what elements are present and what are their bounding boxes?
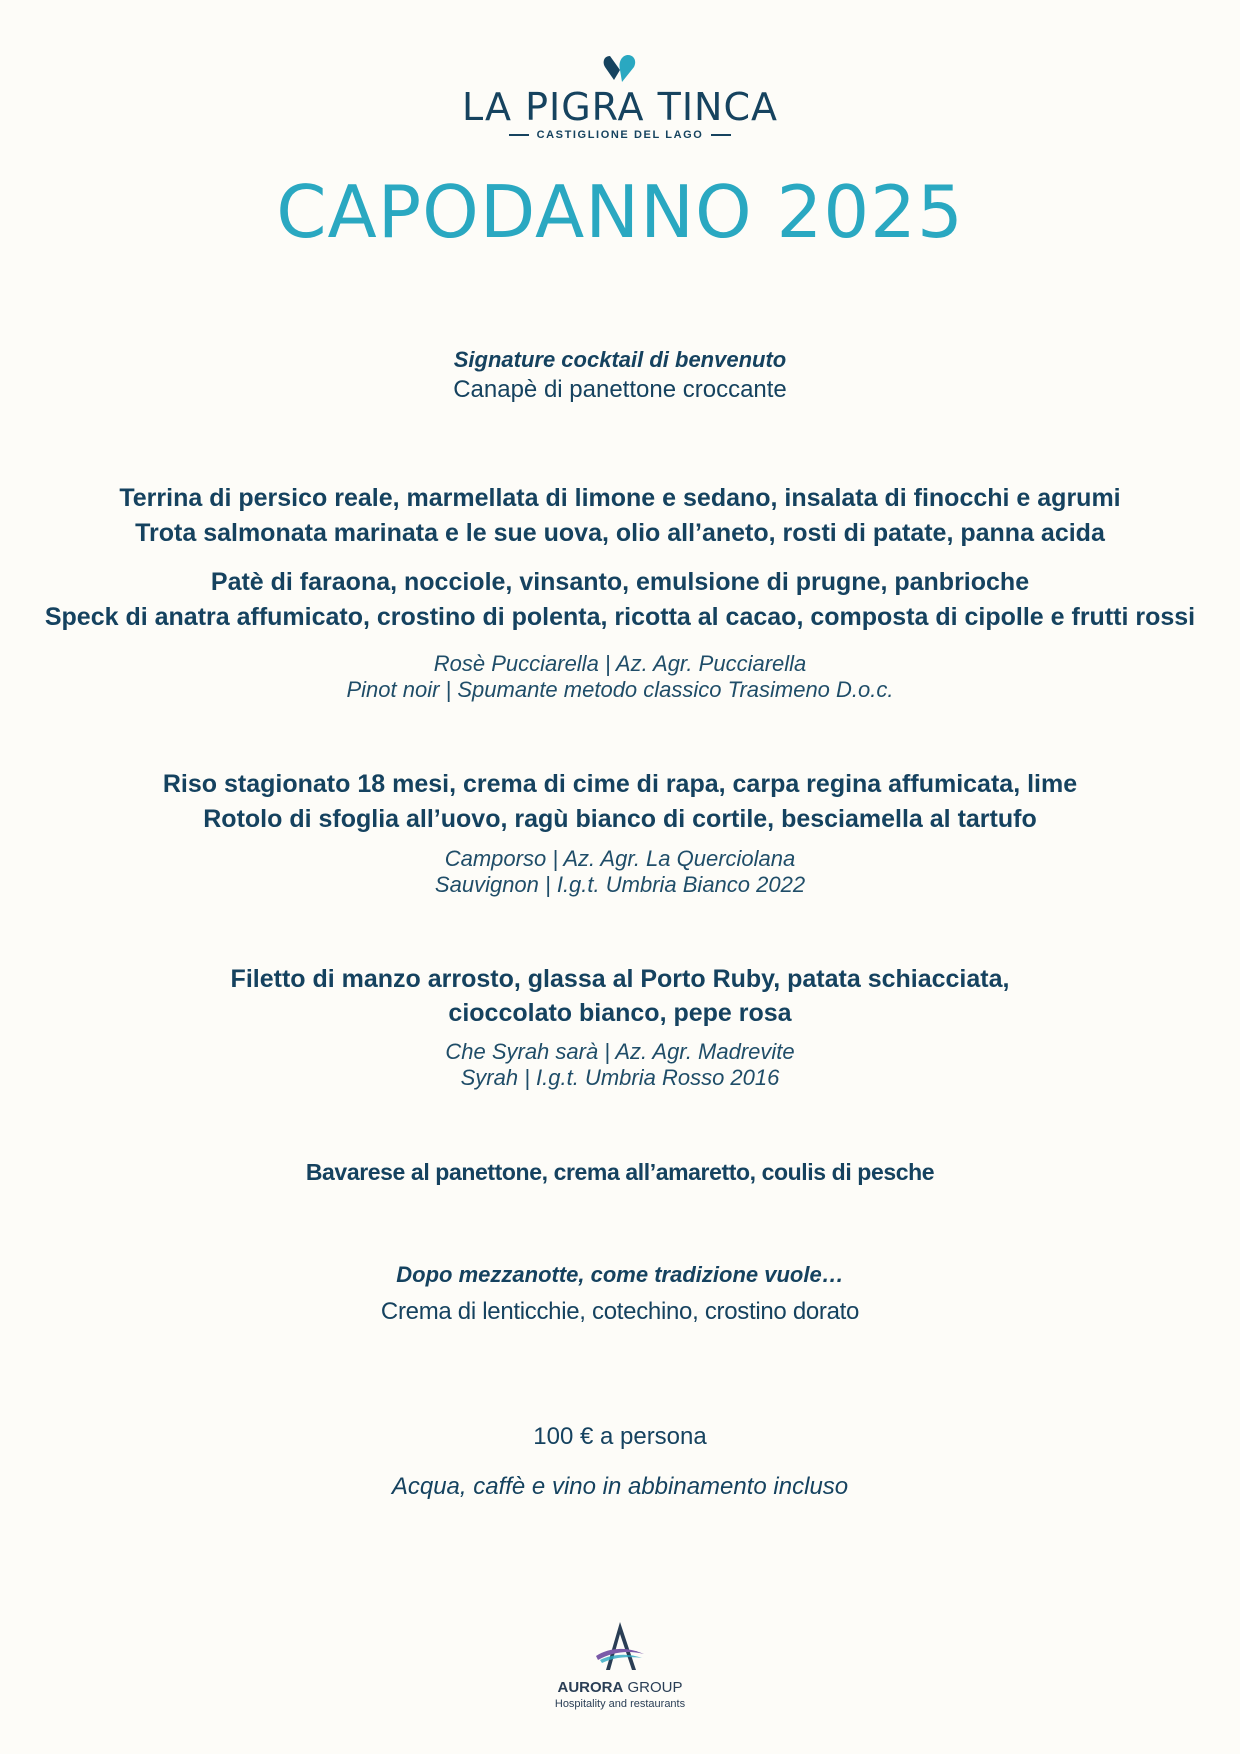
price-note: Acqua, caffè e vino in abbinamento incluso [391,1473,849,1500]
starter-line-3: Patè di faraona, nocciole, vinsanto, emulsione di prugne, panbrioche [210,568,1030,596]
main-course-wine-1: Che Syrah sarà | Az. Agr. Madrevite [445,1039,795,1064]
aurora-logo-icon [592,1620,648,1672]
starter-line-1: Terrina di persico reale, marmellata di limone e sedano, insalata di finocchi e agrumi [119,484,1121,512]
aurora-group-name [0,1679,1240,1696]
main-course-line-2: cioccolato bianco, pepe rosa [448,999,792,1027]
brand-location-text: CASTIGLIONE DEL LAGO [536,129,704,141]
brand-logo [0,52,1240,141]
starter-wine-2: Pinot noir | Spumante metodo classico Trasimeno D.o.c. [346,677,894,702]
starter-line-2: Trota salmonata marinata e le sue uova, olio all’aneto, rosti di patate, panna acida [135,519,1105,547]
midnight-heading: Dopo mezzanotte, come tradizione vuole… [396,1262,844,1287]
welcome-heading: Signature cocktail di benvenuto [453,347,787,372]
divider [509,134,529,136]
main-course-wine-2: Syrah | I.g.t. Umbria Rosso 2016 [460,1065,780,1090]
starter-wine-1: Rosè Pucciarella | Az. Agr. Pucciarella [433,651,807,676]
first-course-wine-2: Sauvignon | I.g.t. Umbria Bianco 2022 [434,872,806,897]
price: 100 € a persona [533,1423,707,1450]
starter-line-4: Speck di anatra affumicato, crostino di polenta, ricotta al cacao, composta di cipolle e frutti rossi [44,603,1196,631]
welcome-item: Canapè di panettone croccante [453,376,787,403]
aurora-tagline: Hospitality and restaurants [554,1698,686,1710]
first-course-wine-1: Camporso | Az. Agr. La Querciolana [444,846,796,871]
divider [711,134,731,136]
page-title: CAPODANNO 2025 [276,170,964,254]
brand-location [0,129,1240,141]
brand-name: LA PIGRA TINCA [462,85,778,129]
main-course-line-1: Filetto di manzo arrosto, glassa al Porto Ruby, patata schiacciata, [230,965,1010,993]
first-course-line-2: Rotolo di sfoglia all’uovo, ragù bianco di cortile, besciamella al tartufo [203,805,1037,833]
heart-icon [600,52,640,86]
aurora-name-bold: AURORA [557,1679,624,1696]
aurora-name-rest: GROUP [623,1679,683,1696]
dessert: Bavarese al panettone, crema all’amaretto, coulis di pesche [305,1159,935,1185]
footer-logo [0,1620,1240,1710]
midnight-item: Crema di lenticchie, cotechino, crostino dorato [380,1298,860,1325]
first-course-line-1: Riso stagionato 18 mesi, crema di cime di rapa, carpa regina affumicata, lime [162,770,1078,798]
